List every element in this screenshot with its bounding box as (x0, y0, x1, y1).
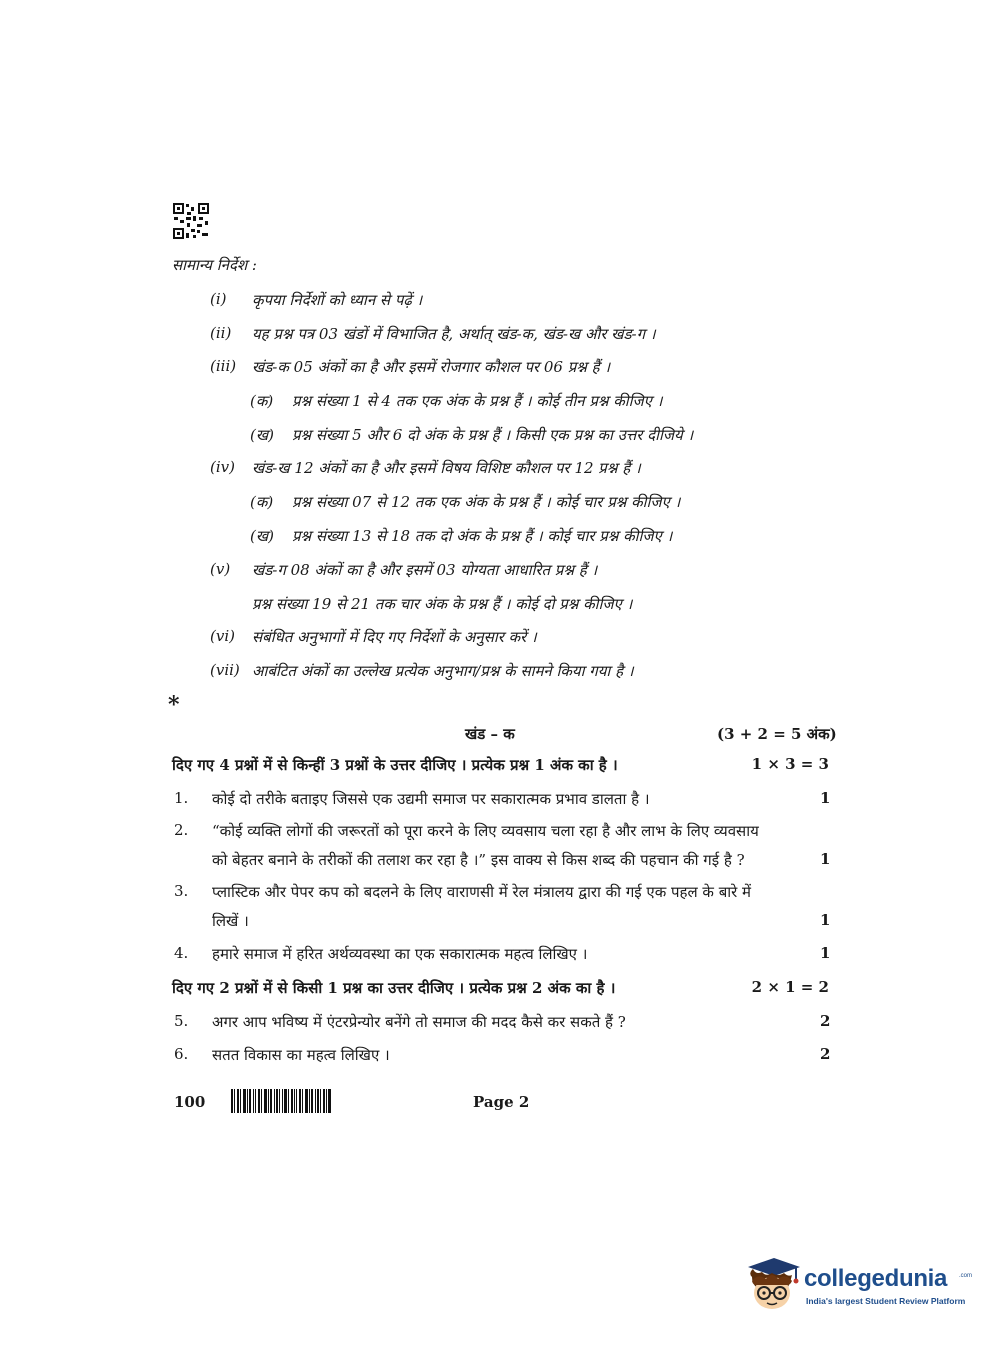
logo-suffix: .com (959, 1273, 973, 1279)
question-text-continued: को बेहतर बनाने के तरीकों की तलाश कर रहा है ।” इस वाक्य से किस शब्द की पहचान की गई है ? (212, 851, 745, 869)
question-text: अगर आप भविष्य में एंटरप्रेन्योर बनेंगे तो समाज की मदद कैसे कर सकते हैं ? (212, 1013, 626, 1031)
question-text: “कोई व्यक्ति लोगों की जरूरतों को पूरा करने के लिए व्यवसाय चला रहा है और लाभ के लिए व्यवसाय (212, 822, 759, 840)
barcode (231, 1089, 331, 1113)
instruction-number: (i) (210, 290, 227, 308)
question-marks: 1 (820, 911, 831, 929)
mascot-icon (744, 1255, 802, 1313)
instruction-subnumber: (क) (250, 392, 274, 410)
question-marks: 2 (820, 1045, 831, 1063)
group-marks: 1 × 3 = 3 (751, 755, 829, 773)
page-number: Page 2 (473, 1093, 530, 1111)
instruction-text: खंड-क 05 अंकों का है और इसमें रोजगार कौशल पर 06 प्रश्न हैं । (252, 358, 611, 376)
group-instruction: दिए गए 4 प्रश्नों में से किन्हीं 3 प्रश्नों के उत्तर दीजिए । प्रत्येक प्रश्न 1 अंक का है । (172, 756, 618, 774)
question-text-continued: लिखें । (212, 912, 249, 930)
instruction-subnumber: (ख) (250, 426, 274, 444)
section-marks: (3 + 2 = 5 अंक) (717, 725, 837, 743)
qr-code (172, 202, 210, 240)
instruction-number: (vi) (210, 627, 235, 645)
question-text: कोई दो तरीके बताइए जिससे एक उद्यमी समाज पर सकारात्मक प्रभाव डालता है । (212, 790, 650, 808)
instruction-subtext: प्रश्न संख्या 1 से 4 तक एक अंक के प्रश्न हैं । कोई तीन प्रश्न कीजिए । (292, 392, 663, 410)
instruction-subnumber: (ख) (250, 527, 274, 545)
instruction-number: (ii) (210, 324, 232, 342)
question-number: 4. (174, 944, 189, 962)
instruction-number: (v) (210, 560, 231, 578)
instruction-subtext: प्रश्न संख्या 5 और 6 दो अंक के प्रश्न हैं । किसी एक प्रश्न का उत्तर दीजिये । (292, 426, 694, 444)
logo-text: collegedunia (804, 1265, 948, 1292)
instruction-text: आबंटित अंकों का उल्लेख प्रत्येक अनुभाग/प्रश्न के सामने किया गया है । (252, 662, 634, 680)
instruction-number: (iv) (210, 458, 235, 476)
question-marks: 1 (820, 789, 831, 807)
question-number: 3. (174, 882, 189, 900)
question-marks: 1 (820, 944, 831, 962)
section-title: खंड – क (465, 725, 515, 743)
question-text: हमारे समाज में हरित अर्थव्यवस्था का एक सकारात्मक महत्व लिखिए । (212, 945, 588, 963)
question-marks: 1 (820, 850, 831, 868)
question-text: प्लास्टिक और पेपर कप को बदलने के लिए वाराणसी में रेल मंत्रालय द्वारा की गई एक पहल के बारे में (212, 883, 752, 901)
star-marker: * (168, 692, 180, 718)
question-number: 2. (174, 821, 189, 839)
instruction-text: यह प्रश्न पत्र 03 खंडों में विभाजित है, अर्थात् खंड-क, खंड-ख और खंड-ग । (252, 325, 656, 343)
group-instruction: दिए गए 2 प्रश्नों में से किसी 1 प्रश्न का उत्तर दीजिए । प्रत्येक प्रश्न 2 अंक का है । (172, 979, 616, 997)
instruction-text: संबंधित अनुभागों में दिए गए निर्देशों के अनुसार करें । (252, 628, 537, 646)
logo-tagline: India's largest Student Review Platform (806, 1296, 966, 1306)
instruction-text: खंड-ख 12 अंकों का है और इसमें विषय विशिष्ट कौशल पर 12 प्रश्न हैं । (252, 459, 641, 477)
question-number: 6. (174, 1045, 189, 1063)
instruction-subnumber: (क) (250, 493, 274, 511)
instruction-number: (iii) (210, 357, 237, 375)
question-number: 1. (174, 789, 189, 807)
question-text: सतत विकास का महत्व लिखिए । (212, 1046, 390, 1064)
instruction-text: खंड-ग 08 अंकों का है और इसमें 03 योग्यता आधारित प्रश्न हैं । (252, 561, 598, 579)
instruction-subtext: प्रश्न संख्या 07 से 12 तक एक अंक के प्रश्न हैं । कोई चार प्रश्न कीजिए । (292, 493, 681, 511)
question-marks: 2 (820, 1012, 831, 1030)
general-instructions-heading: सामान्य निर्देश : (172, 256, 257, 274)
instruction-text: कृपया निर्देशों को ध्यान से पढ़ें । (252, 291, 423, 309)
instruction-number: (vii) (210, 661, 240, 679)
group-marks: 2 × 1 = 2 (751, 978, 829, 996)
paper-code: 100 (174, 1093, 206, 1111)
instruction-subtext: प्रश्न संख्या 13 से 18 तक दो अंक के प्रश्न हैं । कोई चार प्रश्न कीजिए । (292, 527, 673, 545)
question-number: 5. (174, 1012, 189, 1030)
collegedunia-logo[interactable] (744, 1255, 973, 1313)
instruction-text: प्रश्न संख्या 19 से 21 तक चार अंक के प्रश्न हैं । कोई दो प्रश्न कीजिए । (252, 595, 633, 613)
